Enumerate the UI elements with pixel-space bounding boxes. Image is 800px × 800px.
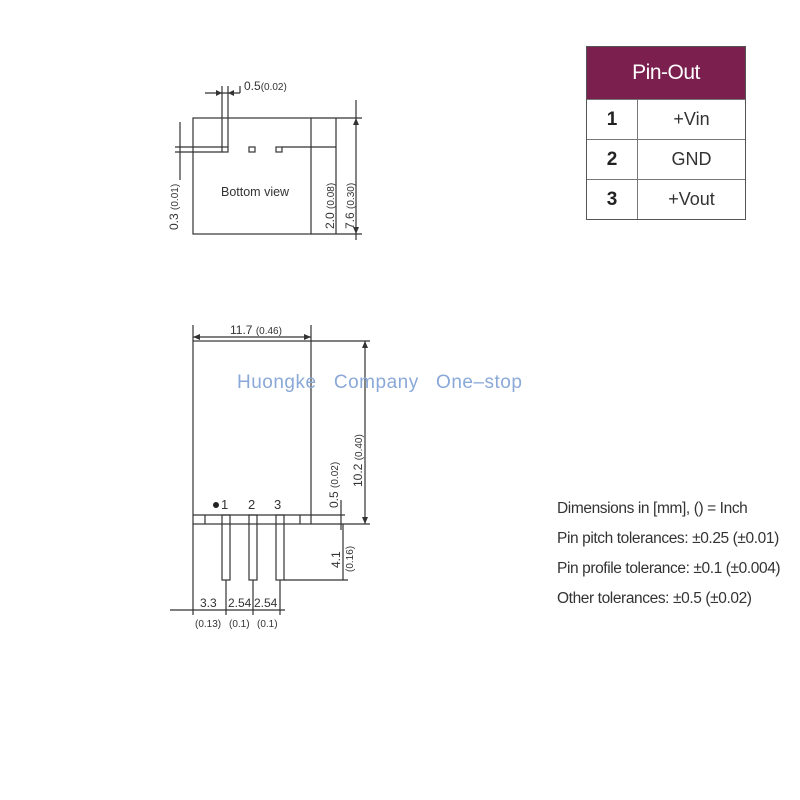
pin-label-1: 1 [221,497,229,512]
note-pin-pitch: Pin pitch tolerances: ±0.25 (±0.01) [557,530,779,547]
dim-pitch-b-inch: (0.1) [257,619,278,630]
dim-pin-length-inch: (0.16) [345,545,356,572]
pin-out-title: Pin-Out [587,47,745,99]
note-dimensions: Dimensions in [mm], () = Inch [557,500,748,517]
bottom-view-label: Bottom view [221,185,290,199]
pin-number: 1 [587,100,638,139]
pin-label-2: 2 [248,497,256,512]
dim-pitch-a: 2.54 [228,596,252,610]
bottom-view-outline [193,118,311,234]
pin-number: 3 [587,180,638,219]
pin-out-table [586,46,746,220]
pin-function: +Vin [673,109,710,129]
pin1-marker [213,502,219,508]
bottom-pin-2 [249,147,255,152]
front-pin-3 [276,515,284,580]
dim-pin-length: 4.1 [329,551,343,568]
dim-standoff: 0.5 (0.02) [327,461,341,508]
watermark-text: Huongke Company One–stop [237,372,523,393]
dim-width: 11.7 (0.46) [230,323,282,337]
note-pin-profile: Pin profile tolerance: ±0.1 (±0.004) [557,560,781,577]
front-pin-1 [222,515,230,580]
pin-row [587,139,745,179]
front-pin-2 [249,515,257,580]
dim-pin-row: 2.0 (0.08) [323,182,337,229]
bottom-pin-3 [276,147,282,152]
pin-function: GND [671,149,712,169]
pin-row [587,99,745,139]
note-other: Other tolerances: ±0.5 (±0.02) [557,590,752,607]
tolerance-notes [557,495,780,615]
dim-pitch-a-inch: (0.1) [229,619,250,630]
dim-pitch-b: 2.54 [254,596,278,610]
pin-number: 2 [587,140,638,179]
dim-depth: 7.6 (0.30) [343,182,357,229]
bottom-pin-1 [222,147,228,152]
pin-row [587,179,745,219]
dim-height: 10.2 (0.40) [351,434,365,487]
dim-pin1-offset: 3.3 [200,596,217,610]
pin-label-3: 3 [274,497,282,512]
dim-pin-depth: 0.3 (0.01) [167,183,181,230]
dim-pin1-offset-inch: (0.13) [195,619,222,630]
pin-function: +Vout [668,189,715,209]
dim-pin-width: 0.5(0.02) [244,79,287,93]
